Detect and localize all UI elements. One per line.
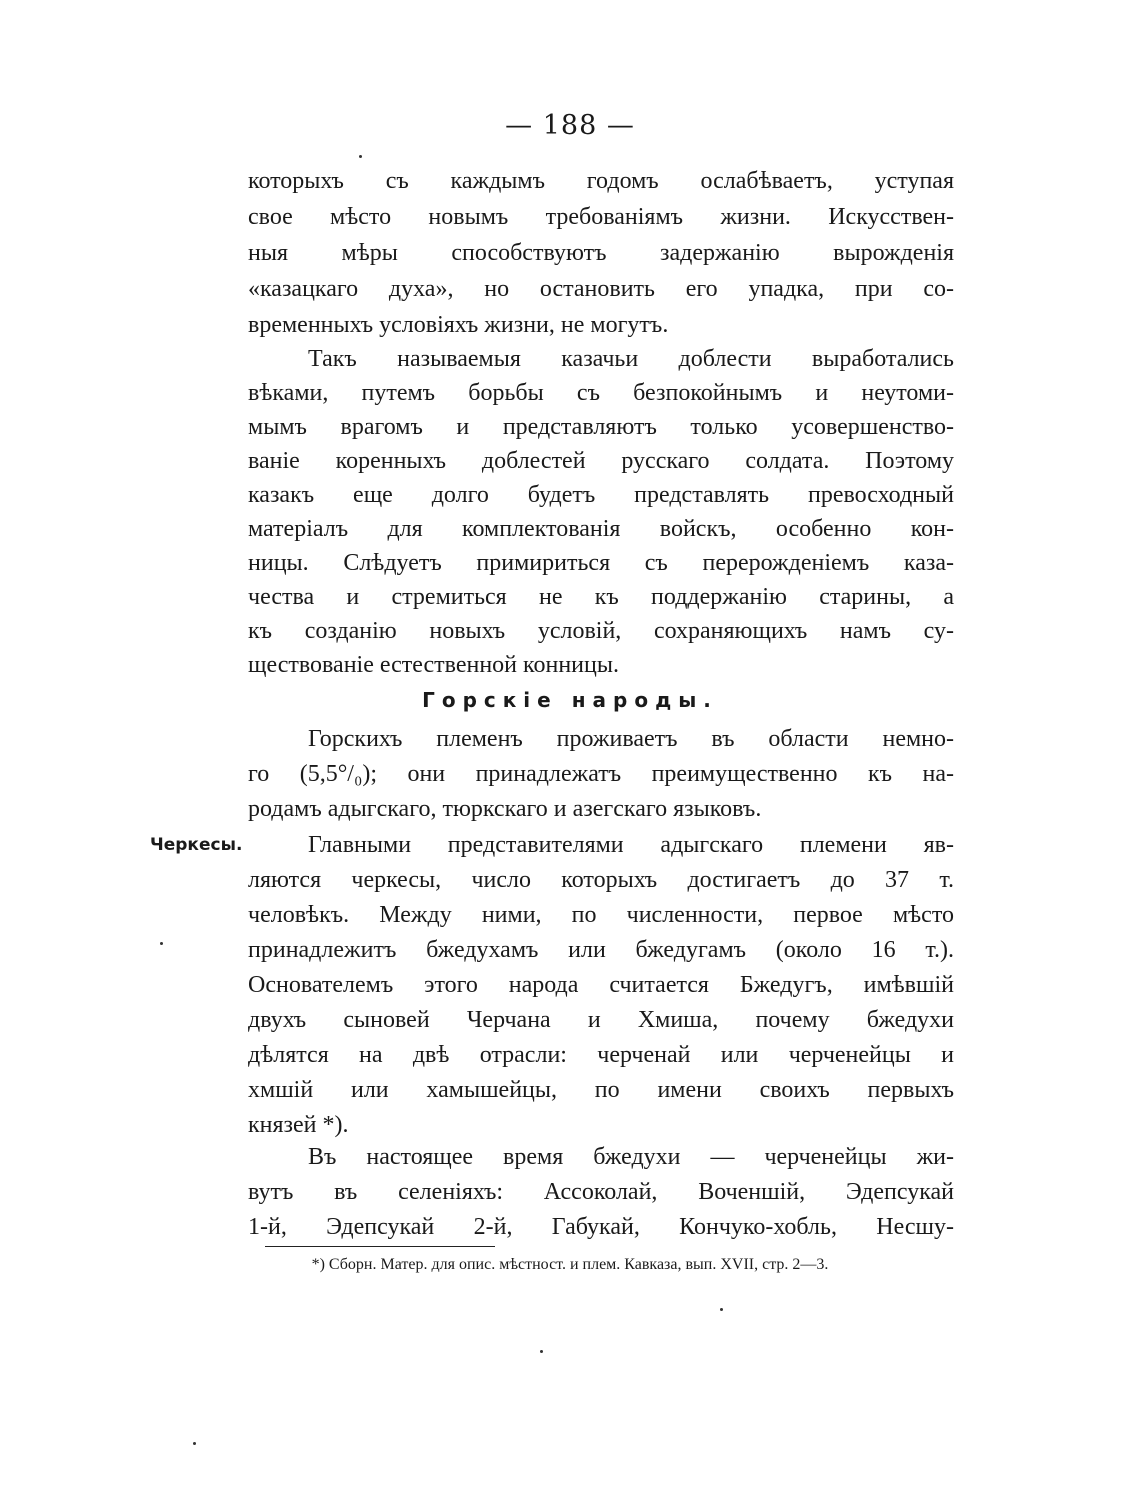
scan-speck [160,942,163,945]
text-line: родамъ адыгскаго, тюркскаго и азегскаго языковъ. [248,796,762,822]
text-line: «казацкаго духа», но остановить его упадка, при со- [248,276,954,302]
text-line: казакъ еще долго будетъ представлять превосходный [248,482,954,508]
text-line: ляются черкесы, число которыхъ достигаетъ до 37 т. [248,867,954,893]
footnote-rule [265,1246,495,1247]
text-line: ныя мѣры способствуютъ задержанію вырожденія [248,240,954,266]
text-line: къ созданію новыхъ условій, сохраняющихъ намъ су- [248,618,954,644]
text-line: человѣкъ. Между ними, по численности, первое мѣсто [248,902,954,928]
text-line: Горскихъ племенъ проживаетъ въ области немно- [308,726,954,752]
text-line: мымъ врагомъ и представляютъ только усовершенство- [248,414,954,440]
text-line: ваніе коренныхъ доблестей русскаго солдата. Поэтому [248,448,954,474]
section-heading: Горскіе народы. [422,688,718,712]
text-line: принадлежитъ бжедухамъ или бжедугамъ (около 16 т.). [248,937,954,963]
text-line: дѣлятся на двѣ отрасли: черченай или черченейцы и [248,1042,954,1068]
page-number: — 188 — [505,110,635,141]
text-line: которыхъ съ каждымъ годомъ ослабѣваетъ, уступая [248,168,954,194]
text-line: ществованіе естественной конницы. [248,652,619,678]
text-line: князей *). [248,1112,349,1138]
text-line: Главными представителями адыгскаго племени яв- [308,832,954,858]
text-line: Такъ называемыя казачьи доблести выработались [308,346,954,372]
scan-speck [359,155,362,158]
scan-speck [720,1308,723,1311]
footnote: *) Сборн. Матер. для опис. мѣстност. и плем. Кавказа, вып. XVII, стр. 2—3. [311,1256,829,1273]
text-line: ницы. Слѣдуетъ примириться съ перерожденіемъ каза- [248,550,954,576]
text-line: 1-й, Эдепсукай 2-й, Габукай, Кончуко-хобль, Несшу- [248,1214,954,1240]
text-line: двухъ сыновей Черчана и Хмиша, почему бжедухи [248,1007,954,1033]
text-line: вѣками, путемъ борьбы съ безпокойнымъ и неутоми- [248,380,954,406]
text-line: чества и стремиться не къ поддержанію старины, а [248,584,954,610]
text-line: хмшій или хамышейцы, по имени своихъ первыхъ [248,1077,954,1103]
margin-note: Черкесы. [150,835,243,855]
text-line: Въ настоящее время бжедухи — черченейцы жи- [308,1144,954,1170]
text-line: свое мѣсто новымъ требованіямъ жизни. Искусствен- [248,204,954,230]
scan-speck [540,1350,543,1353]
text-line: временныхъ условіяхъ жизни, не могутъ. [248,312,669,338]
text-line: го (5,5°/₀); они принадлежатъ преимущественно къ на- [248,761,954,787]
text-line: Основателемъ этого народа считается Бжедугъ, имѣвшій [248,972,954,998]
text-line: матеріалъ для комплектованія войскъ, особенно кон- [248,516,954,542]
text-line: вутъ въ селеніяхъ: Ассоколай, Воченшій, Эдепсукай [248,1179,954,1205]
scan-speck [193,1442,196,1445]
